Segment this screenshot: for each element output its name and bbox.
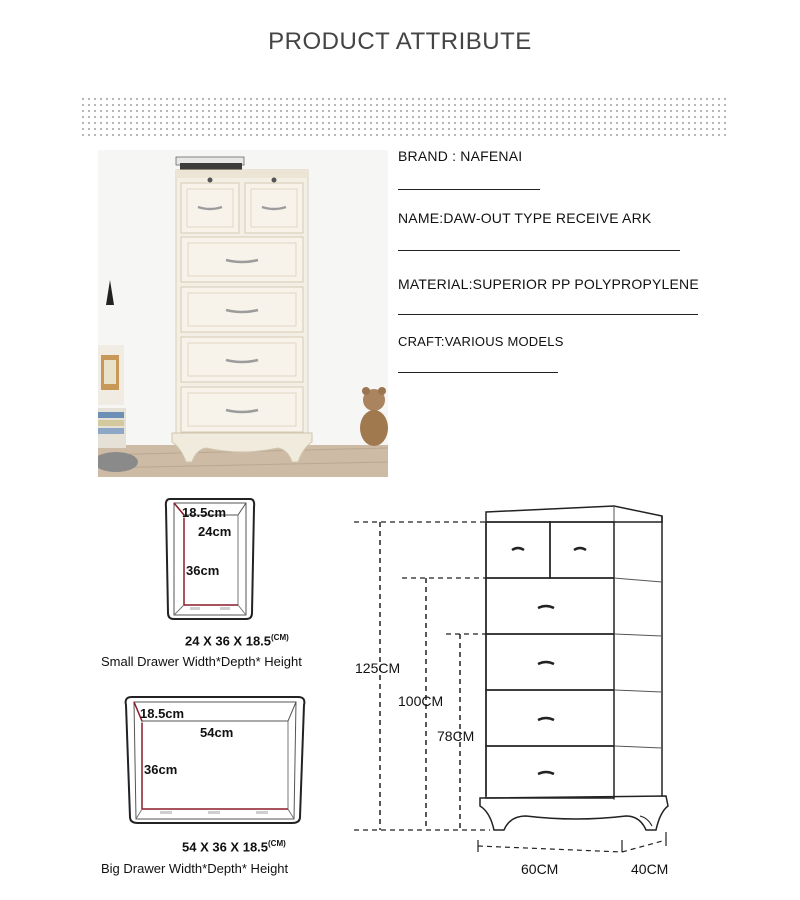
small-drawer-caption: Small Drawer Width*Depth* Height — [101, 654, 302, 669]
divider-line — [398, 314, 698, 315]
cabinet-mid-height-label: 100CM — [398, 693, 444, 709]
divider-line — [398, 250, 680, 251]
small-drawer-depth-label: 18.5cm — [182, 505, 227, 520]
small-drawer-height-label: 36cm — [186, 563, 220, 578]
cabinet-total-height-label: 125CM — [355, 660, 401, 676]
brand-attribute: BRAND : NAFENAI — [398, 148, 523, 164]
name-attribute: NAME:DAW-OUT TYPE RECEIVE ARK — [398, 210, 652, 226]
big-drawer-dims-value: 54 X 36 X 18.5 — [182, 839, 269, 855]
cabinet-dimension-drawing — [340, 500, 685, 870]
divider-line — [398, 189, 540, 190]
cabinet-low-height-label: 78CM — [437, 728, 475, 744]
page-title: PRODUCT ATTRIBUTE — [268, 28, 532, 55]
small-drawer-dims-value: 24 X 36 X 18.5 — [185, 633, 272, 649]
big-drawer-width-label: 54cm — [200, 725, 234, 740]
craft-attribute: CRAFT:VARIOUS MODELS — [398, 334, 564, 349]
small-drawer-width-label: 24cm — [198, 524, 232, 539]
small-drawer-dims — [185, 633, 289, 648]
dotted-divider — [80, 96, 728, 136]
product-photo — [98, 150, 388, 477]
cabinet-depth-label: 40CM — [631, 861, 669, 877]
divider-line — [398, 372, 558, 373]
big-drawer-depth-label: 18.5cm — [140, 706, 185, 721]
cabinet-width-label: 60CM — [521, 861, 559, 877]
material-attribute: MATERIAL:SUPERIOR PP POLYPROPYLENE — [398, 276, 699, 292]
dimension-diagrams — [0, 485, 800, 900]
big-drawer-unit: (CM) — [268, 839, 286, 848]
big-drawer-caption: Big Drawer Width*Depth* Height — [101, 861, 289, 876]
small-drawer-unit: (CM) — [271, 633, 289, 642]
big-drawer-height-label: 36cm — [144, 762, 178, 777]
big-drawer-dims — [182, 839, 286, 854]
